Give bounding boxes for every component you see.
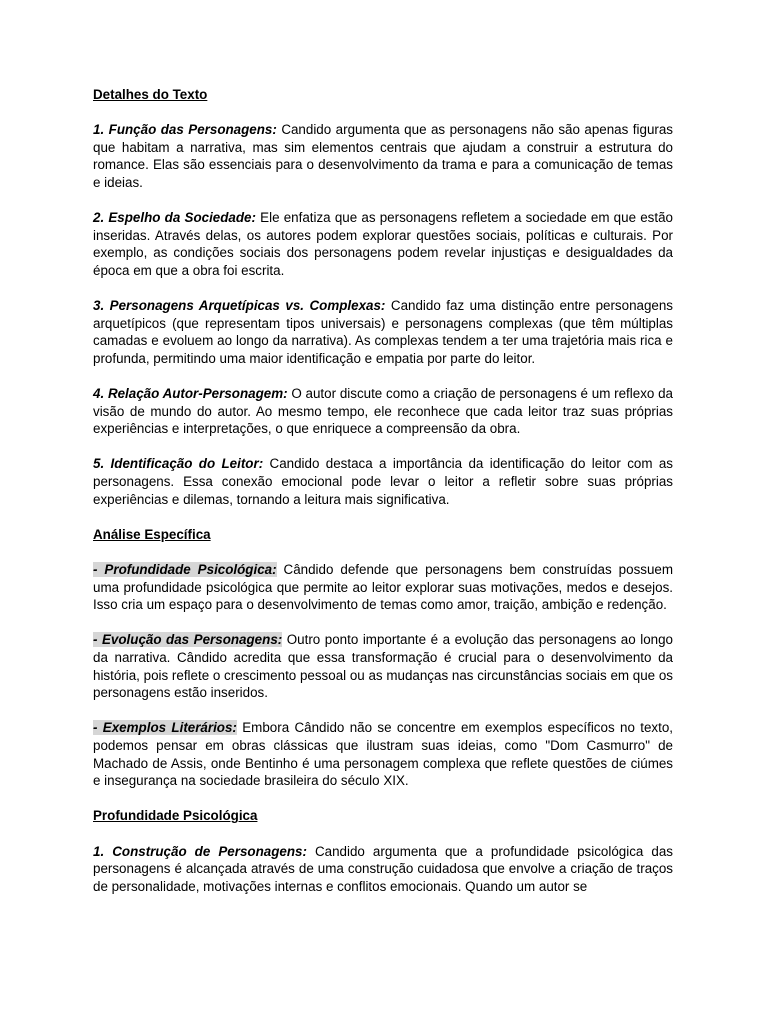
paragraph-lead: 2. Espelho da Sociedade: [93, 210, 256, 226]
paragraph-lead-highlighted: - Exemplos Literários: [93, 720, 237, 736]
paragraph-lead: 4. Relação Autor-Personagem: [93, 386, 288, 402]
paragraph-text: Candido argumenta que a profundidade psicológica das personagens é alcançada através de uma construção cuidadosa que envolve a criação de traços de personalidade, motivações internas e conflitos emocionais. Quando um autor se [93, 843, 673, 894]
paragraph-evolucao-personagens [93, 631, 673, 701]
paragraph-lead-highlighted: - Profundidade Psicológica: [93, 562, 277, 578]
paragraph-lead: 1. Função das Personagens: [93, 122, 277, 138]
paragraph-text: Candido destaca a importância da identificação do leitor com as personagens. Essa conexão emocional pode levar o leitor a refletir sobre suas próprias experiências e dilemas, tornando a leitura mais significativa. [93, 456, 673, 507]
paragraph-lead: 5. Identificação do Leitor: [93, 456, 264, 472]
paragraph-lead: 3. Personagens Arquetípicas vs. Complexas: [93, 298, 386, 314]
section-heading-profundidade: Profundidade Psicológica [93, 808, 258, 824]
section-heading-detalhes: Detalhes do Texto [93, 87, 208, 102]
paragraph-text: Candido argumenta que as personagens não são apenas figuras que habitam a narrativa, mas sim elementos centrais que ajudam a construir a estrutura do romance. Elas são essenciais para o desenvolvimento da trama e para a comunicação de temas e ideias. [93, 122, 673, 190]
paragraph-exemplos-literarios [93, 719, 673, 789]
paragraph-funcao-personagens [93, 121, 673, 191]
paragraph-profundidade-psicologica [93, 561, 673, 614]
paragraph-relacao-autor [93, 385, 673, 438]
paragraph-text: Ele enfatiza que as personagens refletem a sociedade em que estão inseridas. Através delas, os autores podem explorar questões sociais, políticas e culturais. Por exemplo, as condições sociais dos personagens podem revelar injustiças e desigualdades da época em que a obra foi escrita. [93, 210, 673, 278]
paragraph-text: O autor discute como a criação de personagens é um reflexo da visão de mundo do autor. Ao mesmo tempo, ele reconhece que cada leitor traz suas próprias experiências e interpretações, o que enriquece a compreensão da obra. [93, 386, 674, 437]
paragraph-construcao-personagens [93, 843, 673, 896]
paragraph-espelho-sociedade [93, 209, 673, 279]
paragraph-arquetipicas-complexas [93, 297, 673, 367]
paragraph-lead: 1. Construção de Personagens: [93, 843, 307, 859]
paragraph-text: Cândido defende que personagens bem construídas possuem uma profundidade psicológica que permite ao leitor explorar suas motivações, medos e desejos. Isso cria um espaço para o desenvolvimento de temas como amor, traição, ambição e redenção. [93, 562, 674, 613]
document-page [93, 86, 673, 913]
paragraph-text: Candido faz uma distinção entre personagens arquetípicos (que representam tipos universais) e personagens complexas (que têm múltiplas camadas e evoluem ao longo da narrativa). As complexas tendem a ter uma trajetória mais rica e profunda, permitindo uma maior identificação e empatia por parte do leitor. [93, 298, 673, 366]
paragraph-text: Embora Cândido não se concentre em exemplos específicos no texto, podemos pensar em obras clássicas que ilustram suas ideias, como "Dom Casmurro" de Machado de Assis, onde Bentinho é uma personagem complexa que reflete questões de ciúmes e insegurança na sociedade brasileira do século XIX. [93, 720, 673, 789]
section-heading-analise: Análise Específica [93, 526, 211, 542]
paragraph-lead-highlighted: - Evolução das Personagens: [93, 632, 283, 648]
paragraph-identificacao-leitor [93, 455, 673, 508]
paragraph-text: Outro ponto importante é a evolução das personagens ao longo da narrativa. Cândido acredita que essa transformação é crucial para o desenvolvimento da história, pois reflete o crescimento pessoal ou as mudanças nas circunstâncias sociais em que os personagens estão inseridos. [93, 632, 673, 701]
